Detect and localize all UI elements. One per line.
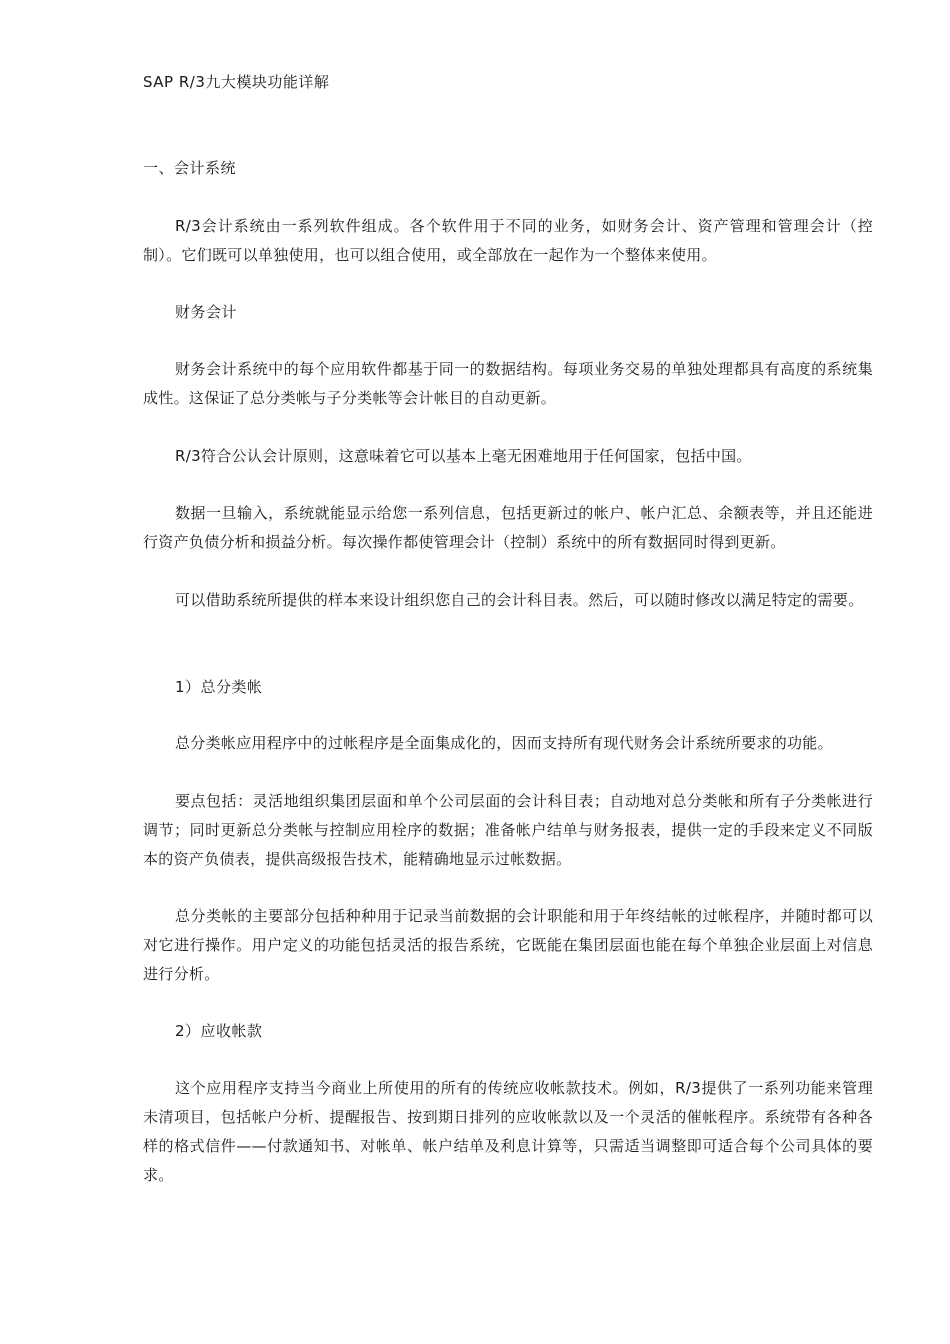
paragraph-financial-accounting-2: R/3符合公认会计原则，这意味着它可以基本上毫无困难地用于任何国家，包括中国。 bbox=[175, 447, 752, 465]
section-heading-accounting: 一、会计系统 bbox=[143, 159, 237, 177]
subheading-accounts-receivable: 2）应收帐款 bbox=[175, 1022, 263, 1040]
document-title: SAP R/3九大模块功能详解 bbox=[143, 73, 330, 91]
paragraph-financial-accounting-4: 可以借助系统所提供的样本来设计组织您自己的会计科目表。然后，可以随时修改以满足特定的需要。 bbox=[175, 591, 864, 609]
subheading-financial-accounting: 财务会计 bbox=[175, 303, 238, 321]
subheading-general-ledger: 1）总分类帐 bbox=[175, 678, 263, 696]
paragraph-financial-accounting-1: 财务会计系统中的每个应用软件都基于同一的数据结构。每项业务交易的单独处理都具有高度的系统集成性。这保证了总分类帐与子分类帐等会计帐目的自动更新。 bbox=[143, 360, 873, 407]
paragraph-intro: R/3会计系统由一系列软件组成。各个软件用于不同的业务，如财务会计、资产管理和管理会计（控制）。它们既可以单独使用，也可以组合使用，或全部放在一起作为一个整体来使用。 bbox=[143, 217, 873, 264]
paragraph-general-ledger-1: 总分类帐应用程序中的过帐程序是全面集成化的，因而支持所有现代财务会计系统所要求的功能。 bbox=[175, 734, 833, 752]
paragraph-accounts-receivable-1: 这个应用程序支持当今商业上所使用的所有的传统应收帐款技术。例如，R/3提供了一系列功能来管理未清项目，包括帐户分析、提醒报告、按到期日排列的应收帐款以及一个灵活的催帐程序。系统带有各种各样的格式信件——付款通知书、对帐单、帐户结单及利息计算等，只需适当调整即可适合每个公司具体的要求。 bbox=[143, 1079, 873, 1184]
paragraph-financial-accounting-3: 数据一旦输入，系统就能显示给您一系列信息，包括更新过的帐户、帐户汇总、余额表等，并且还能进行资产负债分析和损益分析。每次操作都使管理会计（控制）系统中的所有数据同时得到更新。 bbox=[143, 504, 873, 551]
paragraph-general-ledger-2: 要点包括：灵活地组织集团层面和单个公司层面的会计科目表；自动地对总分类帐和所有子分类帐进行调节；同时更新总分类帐与控制应用栓序的数据；准备帐户结单与财务报表，提供一定的手段来定义不同版本的资产负债表，提供高级报告技术，能精确地显示过帐数据。 bbox=[143, 792, 873, 868]
paragraph-general-ledger-3: 总分类帐的主要部分包括种种用于记录当前数据的会计职能和用于年终结帐的过帐程序，并随时都可以对它进行操作。用户定义的功能包括灵活的报告系统，它既能在集团层面也能在每个单独企业层面上对信息进行分析。 bbox=[143, 907, 873, 983]
